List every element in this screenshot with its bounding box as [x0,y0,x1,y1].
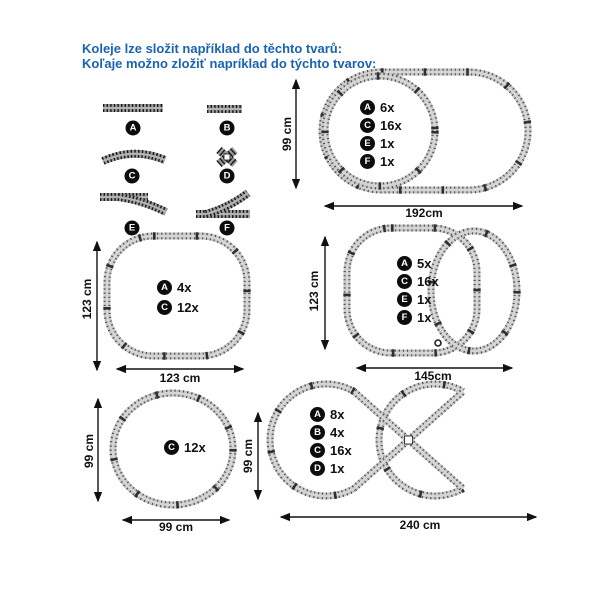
legend-item [157,300,199,315]
width-dimension-label: 240 cm [399,518,441,532]
crossing-track-icon [219,150,235,164]
legend-item [397,292,431,307]
piece-count: 1x [380,154,395,169]
piece-count: 4x [177,280,192,295]
piece-count: 4x [330,425,345,440]
width-dimension-label: 145cm [414,369,452,383]
piece-badge-a: A [126,121,141,136]
switch-left-icon [100,197,166,212]
piece-badge: F [360,154,375,169]
piece-badge-e: E [125,221,140,236]
piece-badge: A [360,100,375,115]
legend-item [360,100,394,115]
piece-count: 16x [330,443,352,458]
legend-item [360,136,394,151]
height-dimension-label: 123 cm [80,278,94,320]
height-dimension-label: 99 cm [241,438,255,474]
legend-item [164,440,206,455]
piece-badge: A [157,280,172,295]
legend-item [157,280,191,295]
legend-item [310,407,344,422]
piece-badge: E [360,136,375,151]
legend-item [310,461,344,476]
layout-square-with-return-loop [347,228,517,353]
height-dimension-label: 123 cm [307,270,321,312]
legend-item [310,425,344,440]
width-dimension-label: 99 cm [158,520,194,534]
piece-count: 6x [380,100,395,115]
piece-badge: F [397,310,412,325]
piece-badge: C [310,443,325,458]
uncoupler-marker [435,340,441,346]
switch-right-icon [196,193,250,214]
piece-badge-f: F [220,221,235,236]
piece-badge-b: B [220,121,235,136]
piece-badge: C [157,300,172,315]
piece-badge: E [397,292,412,307]
piece-count: 8x [330,407,345,422]
width-dimension-label: 123 cm [159,371,201,385]
piece-badge: A [397,256,412,271]
page-heading [82,41,376,71]
piece-count: 1x [417,292,432,307]
legend-item [360,118,402,133]
legend-item [397,310,431,325]
layout-oval-with-inner-loop [322,72,528,190]
piece-badge-d: D [220,169,235,184]
piece-count: 12x [184,440,206,455]
piece-count: 12x [177,300,199,315]
curved-track-icon [103,154,165,161]
piece-count: 16x [417,274,439,289]
piece-badge: D [310,461,325,476]
piece-badge: C [360,118,375,133]
layout-rounded-square [107,236,247,356]
piece-count: 1x [417,310,432,325]
piece-count: 1x [330,461,345,476]
crossing-piece-marker [405,436,413,444]
piece-badge-c: C [125,169,140,184]
piece-badge: A [310,407,325,422]
legend-item [397,274,439,289]
piece-badge: C [397,274,412,289]
width-dimension-label: 192cm [405,206,443,220]
legend-item [310,443,352,458]
piece-badge: C [164,440,179,455]
heading-czech: Koleje lze složit například do těchto tvarů: [82,41,343,56]
piece-count: 5x [417,256,432,271]
piece-badge: B [310,425,325,440]
piece-count: 1x [380,136,395,151]
piece-count: 16x [380,118,402,133]
legend-item [397,256,431,271]
height-dimension-label: 99 cm [280,116,294,152]
legend-item [360,154,394,169]
layout-figure-eight [270,384,463,496]
heading-slovak: Koľaje možno zložiť napríklad do týchto tvarov: [82,56,377,71]
height-dimension-label: 99 cm [82,433,96,469]
